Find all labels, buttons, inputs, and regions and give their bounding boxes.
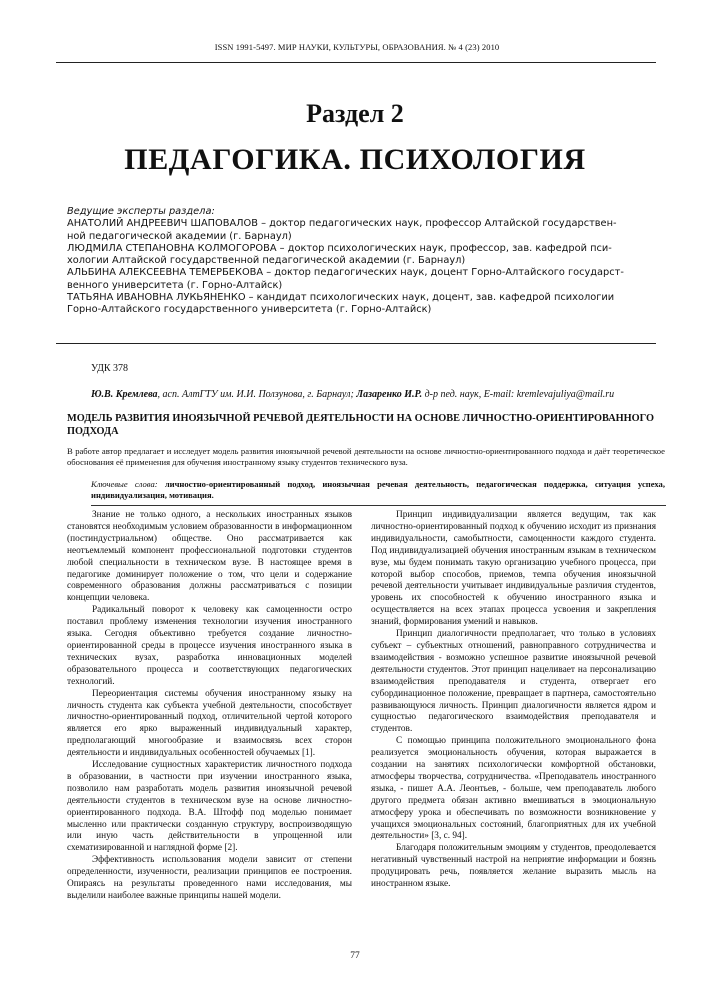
- paragraph: С помощью принципа положительного эмоционального фона реализуется эмоциональность обучения, которая выражается в создании на занятиях психологически комфортной обстановки, атмосферы творчества, сотрудничества. «Преподаватель иностранного языка, - пишет А.А. Леонтьев, - больше, чем преподаватель любого другого предмета обязан активно вмешиваться в эмоциональную атмосферу урока и обеспечивать по возможности возникновение у учащихся эмоциональных состояний, благоприятных для их учебной деятельности» [3, с. 94].: [371, 736, 656, 842]
- section-subtitle: ПЕДАГОГИКА. ПСИХОЛОГИЯ: [124, 143, 586, 176]
- paragraph: Благодаря положительным эмоциям у студентов, преодолевается негативный чувственный настрой на неприятие информации и боязнь продуцировать речь, появляется желание выразить мысль на иностранном языке.: [371, 843, 656, 890]
- body-column-right: [371, 510, 656, 891]
- expert-line: АНАТОЛИЙ АНДРЕЕВИЧ ШАПОВАЛОВ – доктор педагогических наук, профессор Алтайской государствен-: [67, 218, 617, 230]
- paragraph: Эффективность использования модели зависит от степени определенности, изученности, реализации принципов ее построения. Опираясь на результаты проведенного нами исследования, мы выделили наиболее важные принципы нашей модели.: [67, 855, 352, 901]
- keywords-list: личностно-ориентированный подход, иноязычная речевая деятельность, педагогическая поддержка, ситуация успеха, индивидуализация, мотивация.: [91, 479, 665, 500]
- keywords: [91, 479, 665, 501]
- author-affiliation: , асп. АлтГТУ им. И.И. Ползунова, г. Барнаул;: [157, 389, 357, 400]
- expert-line: Горно-Алтайского государственного университета (г. Горно-Алтайск): [67, 304, 432, 316]
- paragraph: Принцип индивидуализации является ведущим, так как личностно-ориентированный подход к обучению исходит из признания индивидуальности, самобытности, самоценности каждого студента. Под индивидуализацией обучения иностранным языкам в техническом вузе, мы будем понимать такую организацию учебного процесса, при которой выбор способов, приемов, темпа обучения иноязычной речевой деятельности учитывает индивидуальные различия студентов, уровень их способностей к обучению иностранного языка и осуществляется на всех этапах процесса усвоения и закрепления знаний, формирования умений и навыков.: [371, 510, 656, 628]
- paragraph: Радикальный поворот к человеку как самоценности остро поставил проблему изменения технологии изучения иностранного языка. Сегодня объективно требуется создание личностно-ориентированной среды в процессе изучения иностранного языка в технических вузах, разработка инновационных моделей образовательного процесса и соответствующих педагогических технологий.: [67, 605, 352, 687]
- udk-code: УДК 378: [91, 363, 129, 374]
- expert-line: венного университета (г. Горно-Алтайск): [67, 279, 283, 291]
- page-number: 77: [350, 951, 360, 961]
- article-title: МОДЕЛЬ РАЗВИТИЯ ИНОЯЗЫЧНОЙ РЕЧЕВОЙ ДЕЯТЕЛЬНОСТИ НА ОСНОВЕ ЛИЧНОСТНО-ОРИЕНТИРОВАННОГО ПОДХОДА: [67, 413, 654, 437]
- paragraph: Знание не только одного, а нескольких иностранных языков становятся необходимым условием образованности в информационном (постиндустриальном) обществе. Оно рассматривается как неотъемлемый компонент профессиональной подготовки студентов любой специальности в техническом вузе. В настоящее время в педагогике доминирует положение о том, что цели и содержание современного образования должны рассматриваться с позиции концепции человека.: [67, 510, 352, 604]
- journal-header: ISSN 1991-5497. МИР НАУКИ, КУЛЬТУРЫ, ОБРАЗОВАНИЯ. № 4 (23) 2010: [214, 42, 500, 52]
- experts-heading: Ведущие эксперты раздела:: [67, 206, 215, 217]
- author-affiliation: д-р пед. наук, E-mail: kremlevajuliya@mail.ru: [422, 389, 615, 400]
- abstract: В работе автор предлагает и исследует модель развития иноязычной речевой деятельности на основе личностно-ориентированного подхода и даёт теоретическое обоснования её применения для обучения иностранному языку студентов технического вуза.: [67, 446, 665, 467]
- paragraph: Переориентация системы обучения иностранному языку на личность студента как субъекта учебной деятельности, способствует личностно-ориентированный подход, отличительной чертой которого является его ярко выраженный индивидуальный характер, предполагающий многообразие и взаимосвязь всех сторон деятельности и индивидуальных особенностей обучаемых [1].: [67, 688, 352, 759]
- experts-divider: [56, 343, 656, 344]
- header-divider: [56, 62, 656, 63]
- author-name: Лазаренко И.Р.: [356, 389, 423, 400]
- expert-line: ЛЮДМИЛА СТЕПАНОВНА КОЛМОГОРОВА – доктор психологических наук, профессор, зав. кафедрой пси-: [67, 242, 612, 254]
- expert-line: хологии Алтайской государственной педагогической академии (г. Барнаул): [67, 255, 466, 267]
- body-column-left: [67, 510, 352, 903]
- expert-line: ТАТЬЯНА ИВАНОВНА ЛУКЬЯНЕНКО – кандидат психологических наук, доцент, зав. кафедрой психологии: [67, 292, 615, 304]
- paragraph: Исследование сущностных характеристик личностного подхода в образовании, в частности при изучении иностранного языка, позволило нам разработать модель развития иноязычной речевой деятельности студентов в техническом вузе на основе личностно-ориентированного подхода. В.А. Штофф под моделью понимает мысленно или практически созданную структуру, воспроизводящую или иную часть действительности в упрощенной или схематизированной и наглядной форме [2].: [67, 760, 352, 854]
- expert-line: АЛЬБИНА АЛЕКСЕЕВНА ТЕМЕРБЕКОВА – доктор педагогических наук, доцент Горно-Алтайского государст-: [67, 267, 624, 279]
- expert-line: ной педагогической академии (г. Барнаул): [67, 230, 292, 242]
- keywords-label: Ключевые слова:: [91, 479, 165, 489]
- experts-block: [67, 206, 667, 317]
- paragraph: Принцип диалогичности предполагает, что только в условиях субъект – субъектных отношений, равноправного сотрудничества и взаимодействия - возможно успешное развитие иноязычной речевой деятельности студентов. Этот принцип нацеливает на персонализацию взаимодействия преподавателя и студента, отвергает его субординационное положение, превращает в партнера, самостоятельно развивающуюся личность. Принцип диалогичности является ядром и сущностью педагогического взаимодействия преподавателя и студентов.: [371, 629, 656, 735]
- keywords-divider: [91, 505, 666, 506]
- author-name: Ю.В. Кремлева: [91, 389, 158, 400]
- section-title: Раздел 2: [306, 99, 404, 128]
- authors-line: [91, 389, 666, 400]
